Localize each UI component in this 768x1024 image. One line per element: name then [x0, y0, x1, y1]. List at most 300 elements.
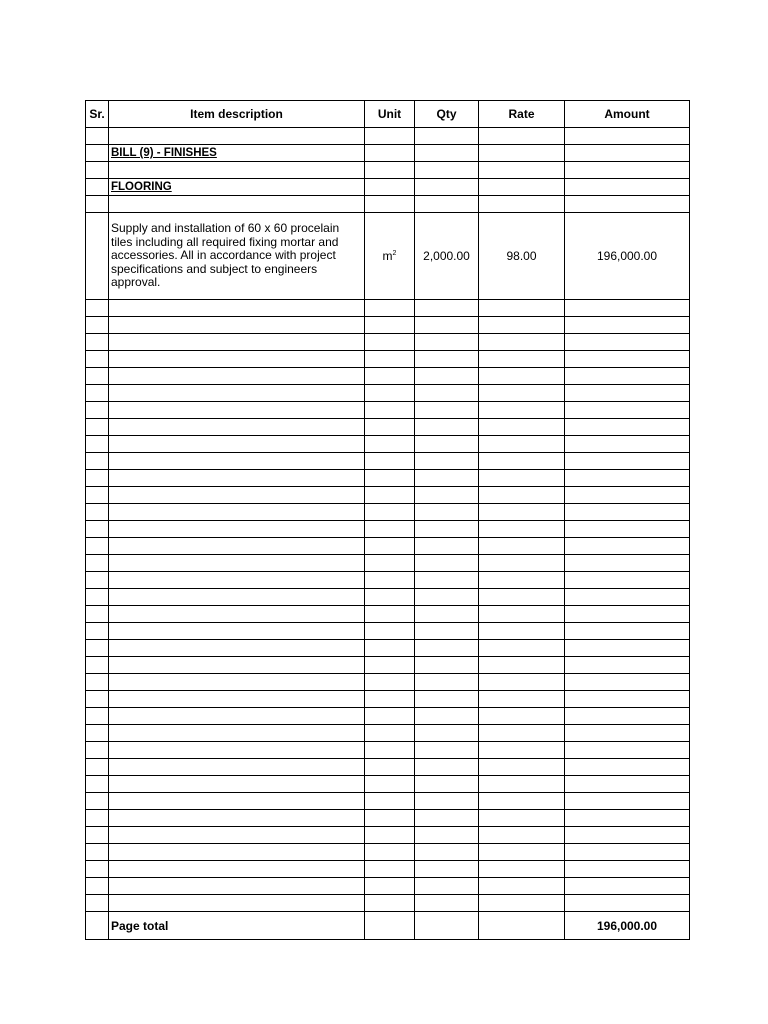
header-rate: Rate [479, 101, 565, 128]
cell [479, 317, 565, 334]
cell [365, 793, 415, 810]
cell [565, 589, 690, 606]
cell [565, 674, 690, 691]
table-row [86, 453, 690, 470]
cell [565, 162, 690, 179]
cell [415, 555, 479, 572]
cell [86, 334, 109, 351]
cell [365, 674, 415, 691]
cell [86, 759, 109, 776]
cell [109, 895, 365, 912]
cell [109, 691, 365, 708]
table-row [86, 793, 690, 810]
cell [415, 623, 479, 640]
cell [479, 878, 565, 895]
cell [565, 691, 690, 708]
cell [415, 300, 479, 317]
table-row [86, 521, 690, 538]
cell [415, 504, 479, 521]
table-row [86, 742, 690, 759]
cell [365, 504, 415, 521]
page-total-row [86, 912, 690, 940]
page-total-label: Page total [109, 912, 365, 940]
section-title-row [86, 179, 690, 196]
cell [109, 521, 365, 538]
bill-of-quantities-table [85, 100, 690, 940]
cell [415, 725, 479, 742]
cell [479, 538, 565, 555]
cell [565, 606, 690, 623]
cell [415, 827, 479, 844]
cell [415, 521, 479, 538]
cell [109, 128, 365, 145]
cell [479, 436, 565, 453]
cell [365, 606, 415, 623]
cell [479, 725, 565, 742]
cell [86, 487, 109, 504]
cell [109, 640, 365, 657]
cell [479, 810, 565, 827]
cell [479, 145, 565, 162]
cell [109, 572, 365, 589]
item-rate: 98.00 [479, 213, 565, 300]
cell [479, 657, 565, 674]
table-row [86, 827, 690, 844]
cell [109, 725, 365, 742]
cell [86, 470, 109, 487]
cell [86, 606, 109, 623]
cell [365, 623, 415, 640]
cell [565, 334, 690, 351]
table-row [86, 504, 690, 521]
cell [565, 419, 690, 436]
cell [109, 759, 365, 776]
cell [479, 196, 565, 213]
table-row [86, 759, 690, 776]
cell [479, 589, 565, 606]
cell [565, 793, 690, 810]
cell [479, 504, 565, 521]
cell [365, 861, 415, 878]
cell [365, 589, 415, 606]
cell [565, 640, 690, 657]
table-row [86, 368, 690, 385]
cell [479, 742, 565, 759]
table-row [86, 657, 690, 674]
cell [479, 334, 565, 351]
table-row [86, 810, 690, 827]
cell [415, 691, 479, 708]
cell [109, 742, 365, 759]
cell [365, 317, 415, 334]
cell [479, 555, 565, 572]
cell [565, 453, 690, 470]
cell [365, 912, 415, 940]
cell [415, 844, 479, 861]
cell [86, 436, 109, 453]
cell [86, 351, 109, 368]
cell [415, 708, 479, 725]
table-row [86, 555, 690, 572]
item-description: Supply and installation of 60 x 60 procelain tiles including all required fixing mortar and accessories. All in accordance with project specifications and subject to engineers approval. [109, 213, 365, 300]
table-row [86, 402, 690, 419]
table-row [86, 128, 690, 145]
cell [109, 317, 365, 334]
cell [365, 640, 415, 657]
cell [365, 521, 415, 538]
cell [479, 844, 565, 861]
cell [415, 810, 479, 827]
cell [109, 708, 365, 725]
cell [365, 128, 415, 145]
cell [365, 470, 415, 487]
bill-title: BILL (9) - FINISHES [109, 145, 365, 162]
table-row [86, 487, 690, 504]
cell [565, 402, 690, 419]
table-row [86, 708, 690, 725]
cell [479, 912, 565, 940]
cell [86, 589, 109, 606]
cell [415, 657, 479, 674]
cell [365, 351, 415, 368]
cell [365, 538, 415, 555]
cell [415, 759, 479, 776]
cell [365, 368, 415, 385]
cell [365, 895, 415, 912]
cell [86, 453, 109, 470]
cell [109, 589, 365, 606]
cell [565, 504, 690, 521]
cell [365, 196, 415, 213]
cell [415, 538, 479, 555]
table-row [86, 878, 690, 895]
cell [415, 179, 479, 196]
cell [565, 827, 690, 844]
cell [365, 776, 415, 793]
table-row [86, 572, 690, 589]
cell [415, 606, 479, 623]
item-unit [365, 213, 415, 300]
cell [86, 196, 109, 213]
cell [365, 145, 415, 162]
table-row [86, 640, 690, 657]
cell [415, 402, 479, 419]
table-row [86, 196, 690, 213]
cell [565, 179, 690, 196]
cell [479, 640, 565, 657]
cell [415, 162, 479, 179]
cell [565, 368, 690, 385]
cell [109, 878, 365, 895]
cell [86, 844, 109, 861]
cell [109, 793, 365, 810]
cell [565, 623, 690, 640]
cell [109, 555, 365, 572]
cell [365, 742, 415, 759]
cell [86, 521, 109, 538]
cell [109, 827, 365, 844]
cell [415, 793, 479, 810]
cell [415, 196, 479, 213]
cell [479, 179, 565, 196]
cell [565, 470, 690, 487]
section-title: FLOORING [109, 179, 365, 196]
cell [415, 317, 479, 334]
cell [365, 657, 415, 674]
cell [86, 300, 109, 317]
cell [565, 317, 690, 334]
cell [565, 538, 690, 555]
cell [479, 572, 565, 589]
cell [415, 145, 479, 162]
table-row [86, 606, 690, 623]
cell [86, 742, 109, 759]
cell [109, 300, 365, 317]
cell [109, 538, 365, 555]
cell [365, 419, 415, 436]
cell [365, 691, 415, 708]
cell [109, 368, 365, 385]
cell [415, 674, 479, 691]
cell [86, 878, 109, 895]
cell [365, 162, 415, 179]
cell [415, 351, 479, 368]
cell [479, 487, 565, 504]
cell [565, 776, 690, 793]
cell [365, 555, 415, 572]
cell [86, 162, 109, 179]
cell [479, 776, 565, 793]
table-row [86, 725, 690, 742]
cell [86, 691, 109, 708]
cell [86, 793, 109, 810]
cell [479, 827, 565, 844]
table-row [86, 895, 690, 912]
cell [479, 453, 565, 470]
cell [109, 196, 365, 213]
cell [109, 470, 365, 487]
cell [415, 572, 479, 589]
item-unit-sup: 2 [392, 250, 397, 257]
cell [365, 487, 415, 504]
cell [479, 674, 565, 691]
cell [415, 385, 479, 402]
cell [479, 895, 565, 912]
cell [109, 504, 365, 521]
cell [565, 128, 690, 145]
cell [415, 368, 479, 385]
cell [86, 895, 109, 912]
table-row [86, 589, 690, 606]
cell [86, 776, 109, 793]
cell [86, 504, 109, 521]
cell [415, 776, 479, 793]
cell [365, 759, 415, 776]
table-row [86, 691, 690, 708]
item-unit-base: m [382, 249, 393, 263]
cell [365, 436, 415, 453]
cell [565, 878, 690, 895]
cell [109, 776, 365, 793]
cell [415, 453, 479, 470]
cell [365, 878, 415, 895]
cell [479, 402, 565, 419]
table-row [86, 538, 690, 555]
cell [109, 453, 365, 470]
cell [479, 300, 565, 317]
cell [479, 419, 565, 436]
item-amount: 196,000.00 [565, 213, 690, 300]
header-item-description: Item description [109, 101, 365, 128]
cell [565, 572, 690, 589]
table-row [86, 861, 690, 878]
cell [86, 538, 109, 555]
item-qty: 2,000.00 [415, 213, 479, 300]
cell [109, 385, 365, 402]
cell [415, 470, 479, 487]
cell [365, 334, 415, 351]
cell [109, 657, 365, 674]
header-row [86, 101, 690, 128]
cell [565, 708, 690, 725]
cell [365, 572, 415, 589]
cell [365, 844, 415, 861]
cell [479, 793, 565, 810]
cell [109, 487, 365, 504]
cell [86, 708, 109, 725]
table-row [86, 351, 690, 368]
header-qty: Qty [415, 101, 479, 128]
cell [415, 589, 479, 606]
cell [86, 861, 109, 878]
header-amount: Amount [565, 101, 690, 128]
cell [415, 912, 479, 940]
cell [565, 759, 690, 776]
header-sr: Sr. [86, 101, 109, 128]
page-total-amount: 196,000.00 [565, 912, 690, 940]
cell [479, 708, 565, 725]
cell [565, 742, 690, 759]
cell [415, 334, 479, 351]
cell [365, 453, 415, 470]
cell [109, 674, 365, 691]
cell [365, 402, 415, 419]
cell [109, 162, 365, 179]
cell [565, 657, 690, 674]
cell [415, 487, 479, 504]
cell [479, 385, 565, 402]
table-row [86, 623, 690, 640]
cell [109, 606, 365, 623]
cell [365, 827, 415, 844]
table-row [86, 844, 690, 861]
cell [479, 351, 565, 368]
cell [479, 368, 565, 385]
cell [415, 419, 479, 436]
table-row [86, 674, 690, 691]
cell [109, 419, 365, 436]
cell [86, 572, 109, 589]
cell [86, 725, 109, 742]
cell [86, 555, 109, 572]
cell [365, 725, 415, 742]
cell [479, 861, 565, 878]
cell [86, 674, 109, 691]
cell [365, 810, 415, 827]
bill-title-row [86, 145, 690, 162]
cell [415, 640, 479, 657]
cell [565, 436, 690, 453]
cell [109, 436, 365, 453]
cell [565, 555, 690, 572]
cell [86, 128, 109, 145]
cell [415, 895, 479, 912]
cell [565, 300, 690, 317]
cell [565, 145, 690, 162]
cell [86, 402, 109, 419]
cell [86, 385, 109, 402]
cell [565, 810, 690, 827]
cell [479, 691, 565, 708]
cell [365, 300, 415, 317]
cell [479, 521, 565, 538]
cell [365, 708, 415, 725]
cell [479, 470, 565, 487]
cell [86, 419, 109, 436]
cell [565, 725, 690, 742]
cell [565, 895, 690, 912]
table-row [86, 162, 690, 179]
table-row [86, 470, 690, 487]
cell [365, 179, 415, 196]
table-row [86, 334, 690, 351]
cell [415, 861, 479, 878]
cell [565, 861, 690, 878]
table-row [86, 419, 690, 436]
cell [86, 179, 109, 196]
cell [415, 128, 479, 145]
cell [365, 385, 415, 402]
cell [565, 487, 690, 504]
header-unit: Unit [365, 101, 415, 128]
cell [479, 162, 565, 179]
cell [109, 810, 365, 827]
cell [86, 145, 109, 162]
cell [109, 351, 365, 368]
cell [565, 844, 690, 861]
cell [415, 742, 479, 759]
table-row [86, 317, 690, 334]
cell [86, 657, 109, 674]
cell [109, 844, 365, 861]
cell [109, 402, 365, 419]
cell [479, 623, 565, 640]
cell [86, 623, 109, 640]
cell [479, 606, 565, 623]
cell [86, 317, 109, 334]
cell [565, 196, 690, 213]
cell [109, 623, 365, 640]
item-row [86, 213, 690, 300]
item-sr [86, 213, 109, 300]
cell [86, 640, 109, 657]
cell [86, 810, 109, 827]
cell [415, 436, 479, 453]
table-row [86, 436, 690, 453]
table-row [86, 385, 690, 402]
cell [479, 759, 565, 776]
table-row [86, 300, 690, 317]
